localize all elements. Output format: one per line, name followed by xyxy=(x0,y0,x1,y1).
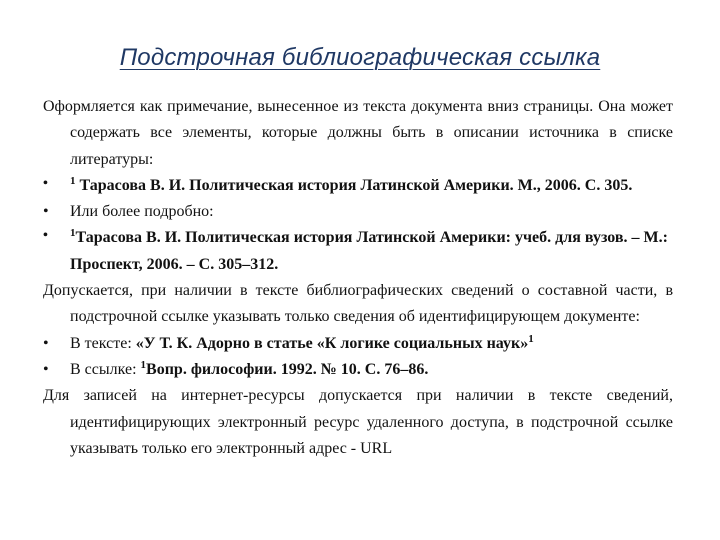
example-reference-short xyxy=(43,173,673,199)
intro-paragraph: Оформляется как примечание, вынесенное из текста документа вниз страницы. Она может содержать все элементы, которые должны быть в описании источника в списке литературы: xyxy=(43,98,673,168)
in-reference-label: В ссылке: xyxy=(70,360,141,378)
in-reference-item xyxy=(43,357,673,383)
slide-title: Подстрочная библиографическая ссылка xyxy=(119,44,601,71)
bullet-icon: • xyxy=(43,228,48,244)
bullet-icon: • xyxy=(43,175,48,191)
footnote-marker: 1 xyxy=(528,332,534,345)
example-reference-text: Тарасова В. И. Политическая история Латинской Америки. М., 2006. С. 305. xyxy=(75,176,633,194)
more-detail-item xyxy=(43,199,673,225)
example-reference-full xyxy=(43,225,673,278)
example-reference-full-text: Тарасова В. И. Политическая история Латинской Америки: учеб. для вузов. – М.: Проспект, 2006. – С. 305–312. xyxy=(70,229,668,273)
in-text-quote: «У Т. К. Адорно в статье «К логике социальных наук» xyxy=(135,334,529,352)
in-text-label: В тексте: xyxy=(70,334,136,352)
footnote-marker: 1 xyxy=(70,227,76,240)
slide-body xyxy=(43,94,673,462)
in-reference-text: Вопр. философии. 1992. № 10. С. 76–86. xyxy=(146,360,429,378)
footnote-marker: 1 xyxy=(140,358,147,371)
more-detail-text: Или более подробно: xyxy=(70,203,214,221)
bullet-icon: • xyxy=(43,334,49,352)
internet-paragraph: Для записей на интернет-ресурсы допускается при наличии в тексте сведений, идентифицирующих электронный ресурс удаленного доступа, в подстрочной ссылке указывать только его электронный адрес - URL xyxy=(43,387,673,457)
bullet-icon: • xyxy=(43,203,49,221)
in-text-item xyxy=(43,331,673,357)
allowed-paragraph: Допускается, при наличии в тексте библиографических сведений о составной части, в подстрочной ссылке указывать только сведения об идентифицирующем документе: xyxy=(43,282,673,326)
bullet-icon: • xyxy=(43,360,49,378)
footnote-marker: 1 xyxy=(70,174,76,187)
